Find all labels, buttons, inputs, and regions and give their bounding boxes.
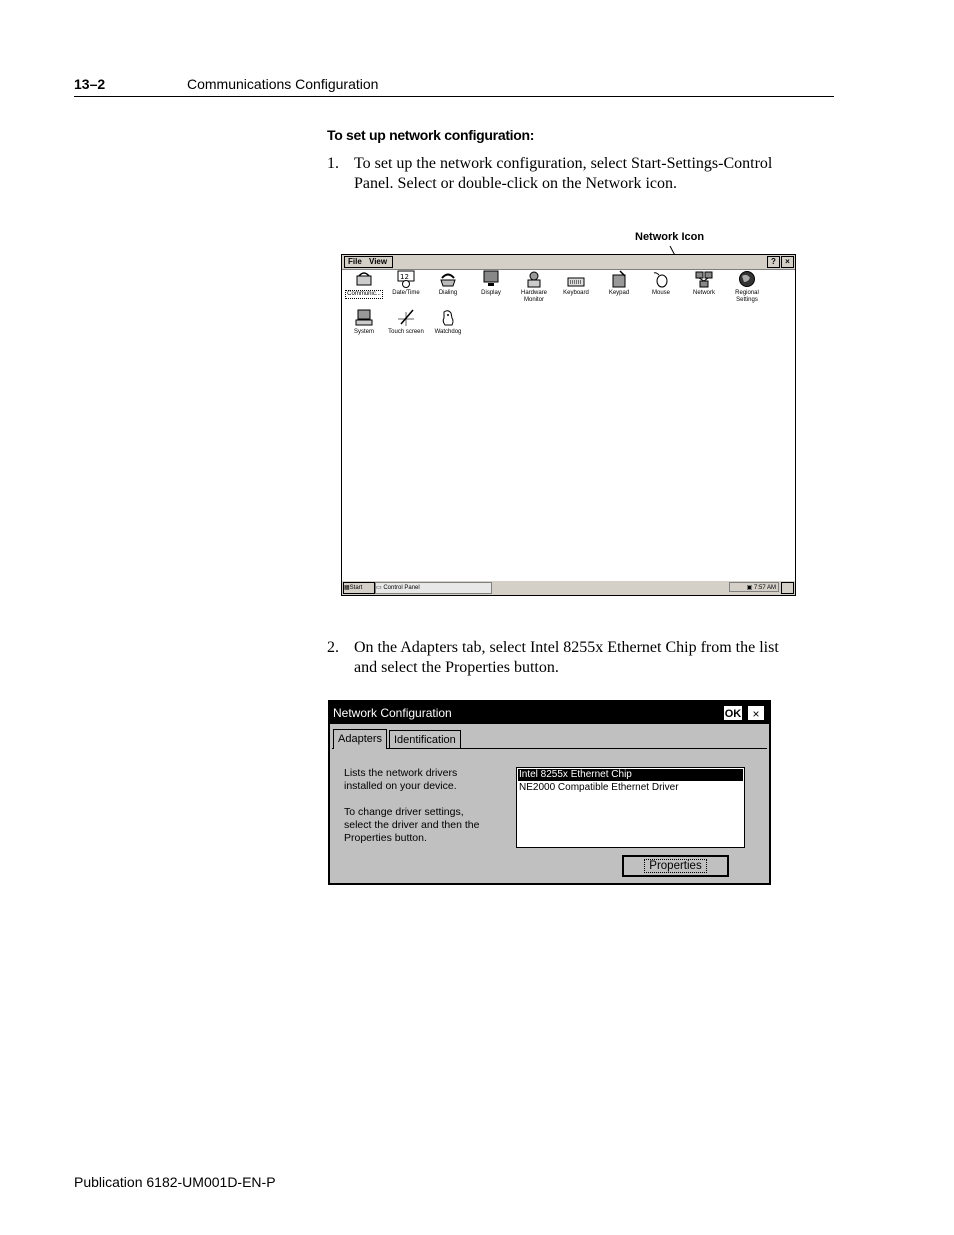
close-button[interactable]: × [747,705,765,721]
icon-dialing[interactable] [426,270,470,297]
header-rule [74,96,834,97]
ok-button[interactable]: OK [723,705,743,721]
dog-icon [439,309,457,327]
page-number: 13–2 [74,76,106,92]
icon-network[interactable] [682,270,726,297]
step-text: To set up the network configuration, select Start-Settings-Control Panel. Select or double-click on the Network icon. [354,155,773,192]
step-2 [327,638,827,678]
start-icon: ▦ [344,585,350,591]
dialog-title-bar [330,702,769,724]
icon-label: Mouse [651,290,670,296]
globe-icon [738,270,756,288]
procedure-heading: To set up network configuration: [327,127,535,143]
folder-icon: ▭ [376,585,382,591]
icon-date-time[interactable] [384,270,428,297]
menu-bar [342,255,795,270]
icon-label: Communic... [347,291,381,297]
phone-modem-icon [355,270,373,288]
icon-keyboard[interactable] [554,270,598,297]
description-change: To change driver settings, select the driver and then the Properties button. [344,806,480,844]
icon-display[interactable] [469,270,513,297]
icon-label: Regional Settings [735,290,759,303]
icon-label: Dialing [438,290,458,296]
tray-icon: ▣ [746,585,753,591]
start-button[interactable]: ▦Start [343,582,375,594]
control-panel-window [341,254,796,596]
svg-text:12: 12 [400,273,409,281]
icon-label: Network [692,290,715,296]
mouse-icon [652,270,670,288]
icon-hardware-monitor[interactable] [512,270,556,304]
menu-view[interactable]: View [369,257,388,266]
icon-label: Touch screen [388,329,424,335]
taskbar [342,580,795,595]
step-text: On the Adapters tab, select Intel 8255x Ethernet Chip from the list and select the Properties button. [354,639,779,676]
system-tray [729,582,779,592]
icon-communications[interactable] [342,270,386,299]
section-title: Communications Configuration [187,76,379,92]
clock-time: 7:57 AM [753,585,776,591]
keyboard-icon [567,270,585,288]
monitor-icon [482,270,500,288]
tab-identification[interactable]: Identification [389,730,461,748]
help-button[interactable]: ? [767,256,780,268]
icon-touch-screen[interactable] [384,309,428,336]
description-drivers: Lists the network drivers installed on your device. [344,767,458,792]
driver-item-ne2000[interactable]: NE2000 Compatible Ethernet Driver [519,782,679,793]
network-icon [695,270,713,288]
icon-label: Watchdog [434,329,462,335]
tab-adapters[interactable]: Adapters [333,729,387,749]
menu-file[interactable]: File [348,257,362,266]
icon-label: System [353,329,374,335]
keypad-icon [610,270,628,288]
icon-mouse[interactable] [639,270,683,297]
hardware-monitor-icon [525,270,543,288]
icon-label: Keyboard [563,290,589,296]
icon-label: Date/Time [392,290,420,296]
step-number: 1. [327,155,339,172]
icon-label: Hardware Monitor [520,290,547,303]
icon-system[interactable] [342,309,386,336]
network-icon-callout: Network Icon [635,231,705,243]
dialog-title: Network Configuration [333,706,452,720]
network-configuration-dialog [328,700,771,885]
icon-watchdog[interactable] [426,309,470,336]
stylus-icon [397,309,415,327]
driver-listbox[interactable] [516,767,745,848]
step-number: 2. [327,639,339,656]
input-panel-icon[interactable] [781,582,794,594]
computer-icon [355,309,373,327]
icon-keypad[interactable] [597,270,641,297]
close-button[interactable]: × [781,256,794,268]
publication-footer: Publication 6182-UM001D-EN-P [74,1174,276,1190]
icon-regional-settings[interactable] [725,270,769,304]
step-1 [327,154,827,194]
clock-icon [397,270,415,288]
icon-label: Keypad [608,290,630,296]
taskbar-control-panel[interactable]: ▭ Control Panel [375,582,492,594]
telephone-icon [439,270,457,288]
icon-label: Display [481,290,501,296]
driver-item-intel[interactable]: Intel 8255x Ethernet Chip [518,769,743,781]
properties-button[interactable]: Properties [622,855,729,877]
